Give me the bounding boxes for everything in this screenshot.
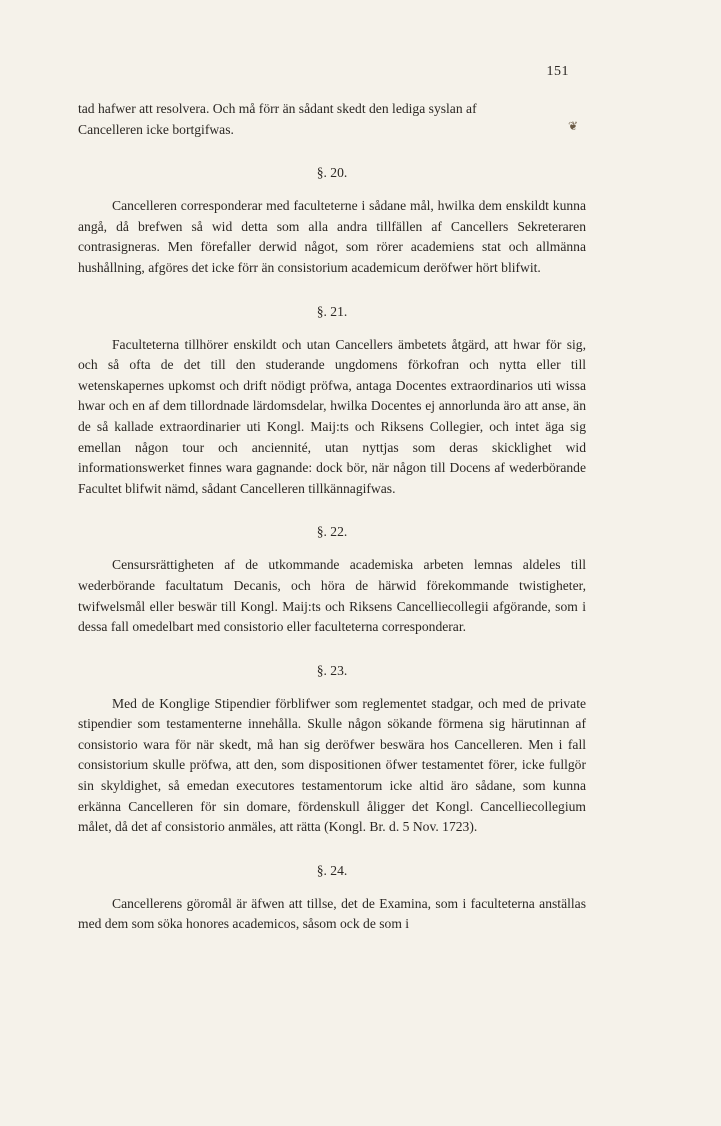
section-text-24: Cancellerens göromål är äfwen att tillse, det de Examina, som i faculteterna anställas med dem som söka honores academicos, såsom ock de som i <box>78 895 586 932</box>
section-heading-22: §. 22. <box>316 524 348 540</box>
page-body <box>78 99 586 935</box>
section-text-20: Cancelleren corresponderar med faculteterne i sådane mål, hwilka dem enskildt kunna angå, då brefwen så wid detta som alla andra tillfällen af Cancellers Sekreteraren contrasigneras. Men förefaller derwid något, som rörer academiens stat och allmänna hushållning, afgöres det icke förr än consistorium academicum deröfwer hört blifwit. <box>78 198 586 275</box>
section-heading-20: §. 20. <box>316 165 348 181</box>
page-number: 151 <box>546 64 569 79</box>
intro-line-1: tad hafwer att resolvera. Och må förr än sådant skedt den lediga syslan af <box>78 101 477 116</box>
intro-line-2: Cancelleren icke bortgifwas. <box>78 121 234 137</box>
section-heading-23: §. 23. <box>316 662 348 678</box>
intro-paragraph <box>78 99 586 140</box>
section-heading-21: §. 21. <box>316 303 348 319</box>
section-text-21: Faculteterna tillhörer enskildt och utan Cancellers ämbetets åtgärd, att hwar för sig, och så ofta de det till den studerande ungdomens förkofran och nytta eller till wetenskapernes upkomst och drift nödigt pröfwa, antaga Docentes extraordinarios uti wissa hwar och en af dem tillordnade lärdomsdelar, hwilka Docentes ej annorlunda äro att anse, än de så kallade extraordinarier uti Kongl. Maij:ts och Riksens Collegier, och intet äga sig emellan någon tour och anciennité, utan nyttjas som deras skicklighet wid informationswerket finnes wara gagnande: dock bör, när någon till Docens af wederbörande Facultet blifwit nämd, sådant Cancelleren tillkännagifwas. <box>78 336 586 496</box>
section-text-23: Med de Konglige Stipendier förblifwer som reglementet stadgar, och med de private stipendier som testamenterne innehålla. Skulle någon sökande förmena sig härutinnan af consistorio wara för när skedt, må han sig deröfwer beswära hos Cancelleren. Men i fall consistorium skulle pröfwa, att den, som dispositionen öfwer testamentet förer, icke fullgör sin skyldighet, så emedan executores testamentorum icke altid äro sådane, som kunna erkänna Cancelleren för sin domare, fördenskull åligger det Kongl. Cancelliecollegium målet, då det af consistorio anmäles, att rätta (Kongl. Br. d. 5 Nov. 1723). <box>78 695 586 835</box>
section-heading-24: §. 24. <box>316 862 348 878</box>
section-text-22: Censursrättigheten af de utkommande academiska arbeten lemnas aldeles till wederbörande facultatum Decanis, och höra de härwid förekommande twistigheter, twifwelsmål eller beswär till Kongl. Maij:ts och Riksens Cancelliecollegii afgörande, som i dessa fall omedelbart med consistorio eller faculteterna corresponderar. <box>78 557 586 635</box>
ornament-mark: ❦ <box>567 119 578 133</box>
